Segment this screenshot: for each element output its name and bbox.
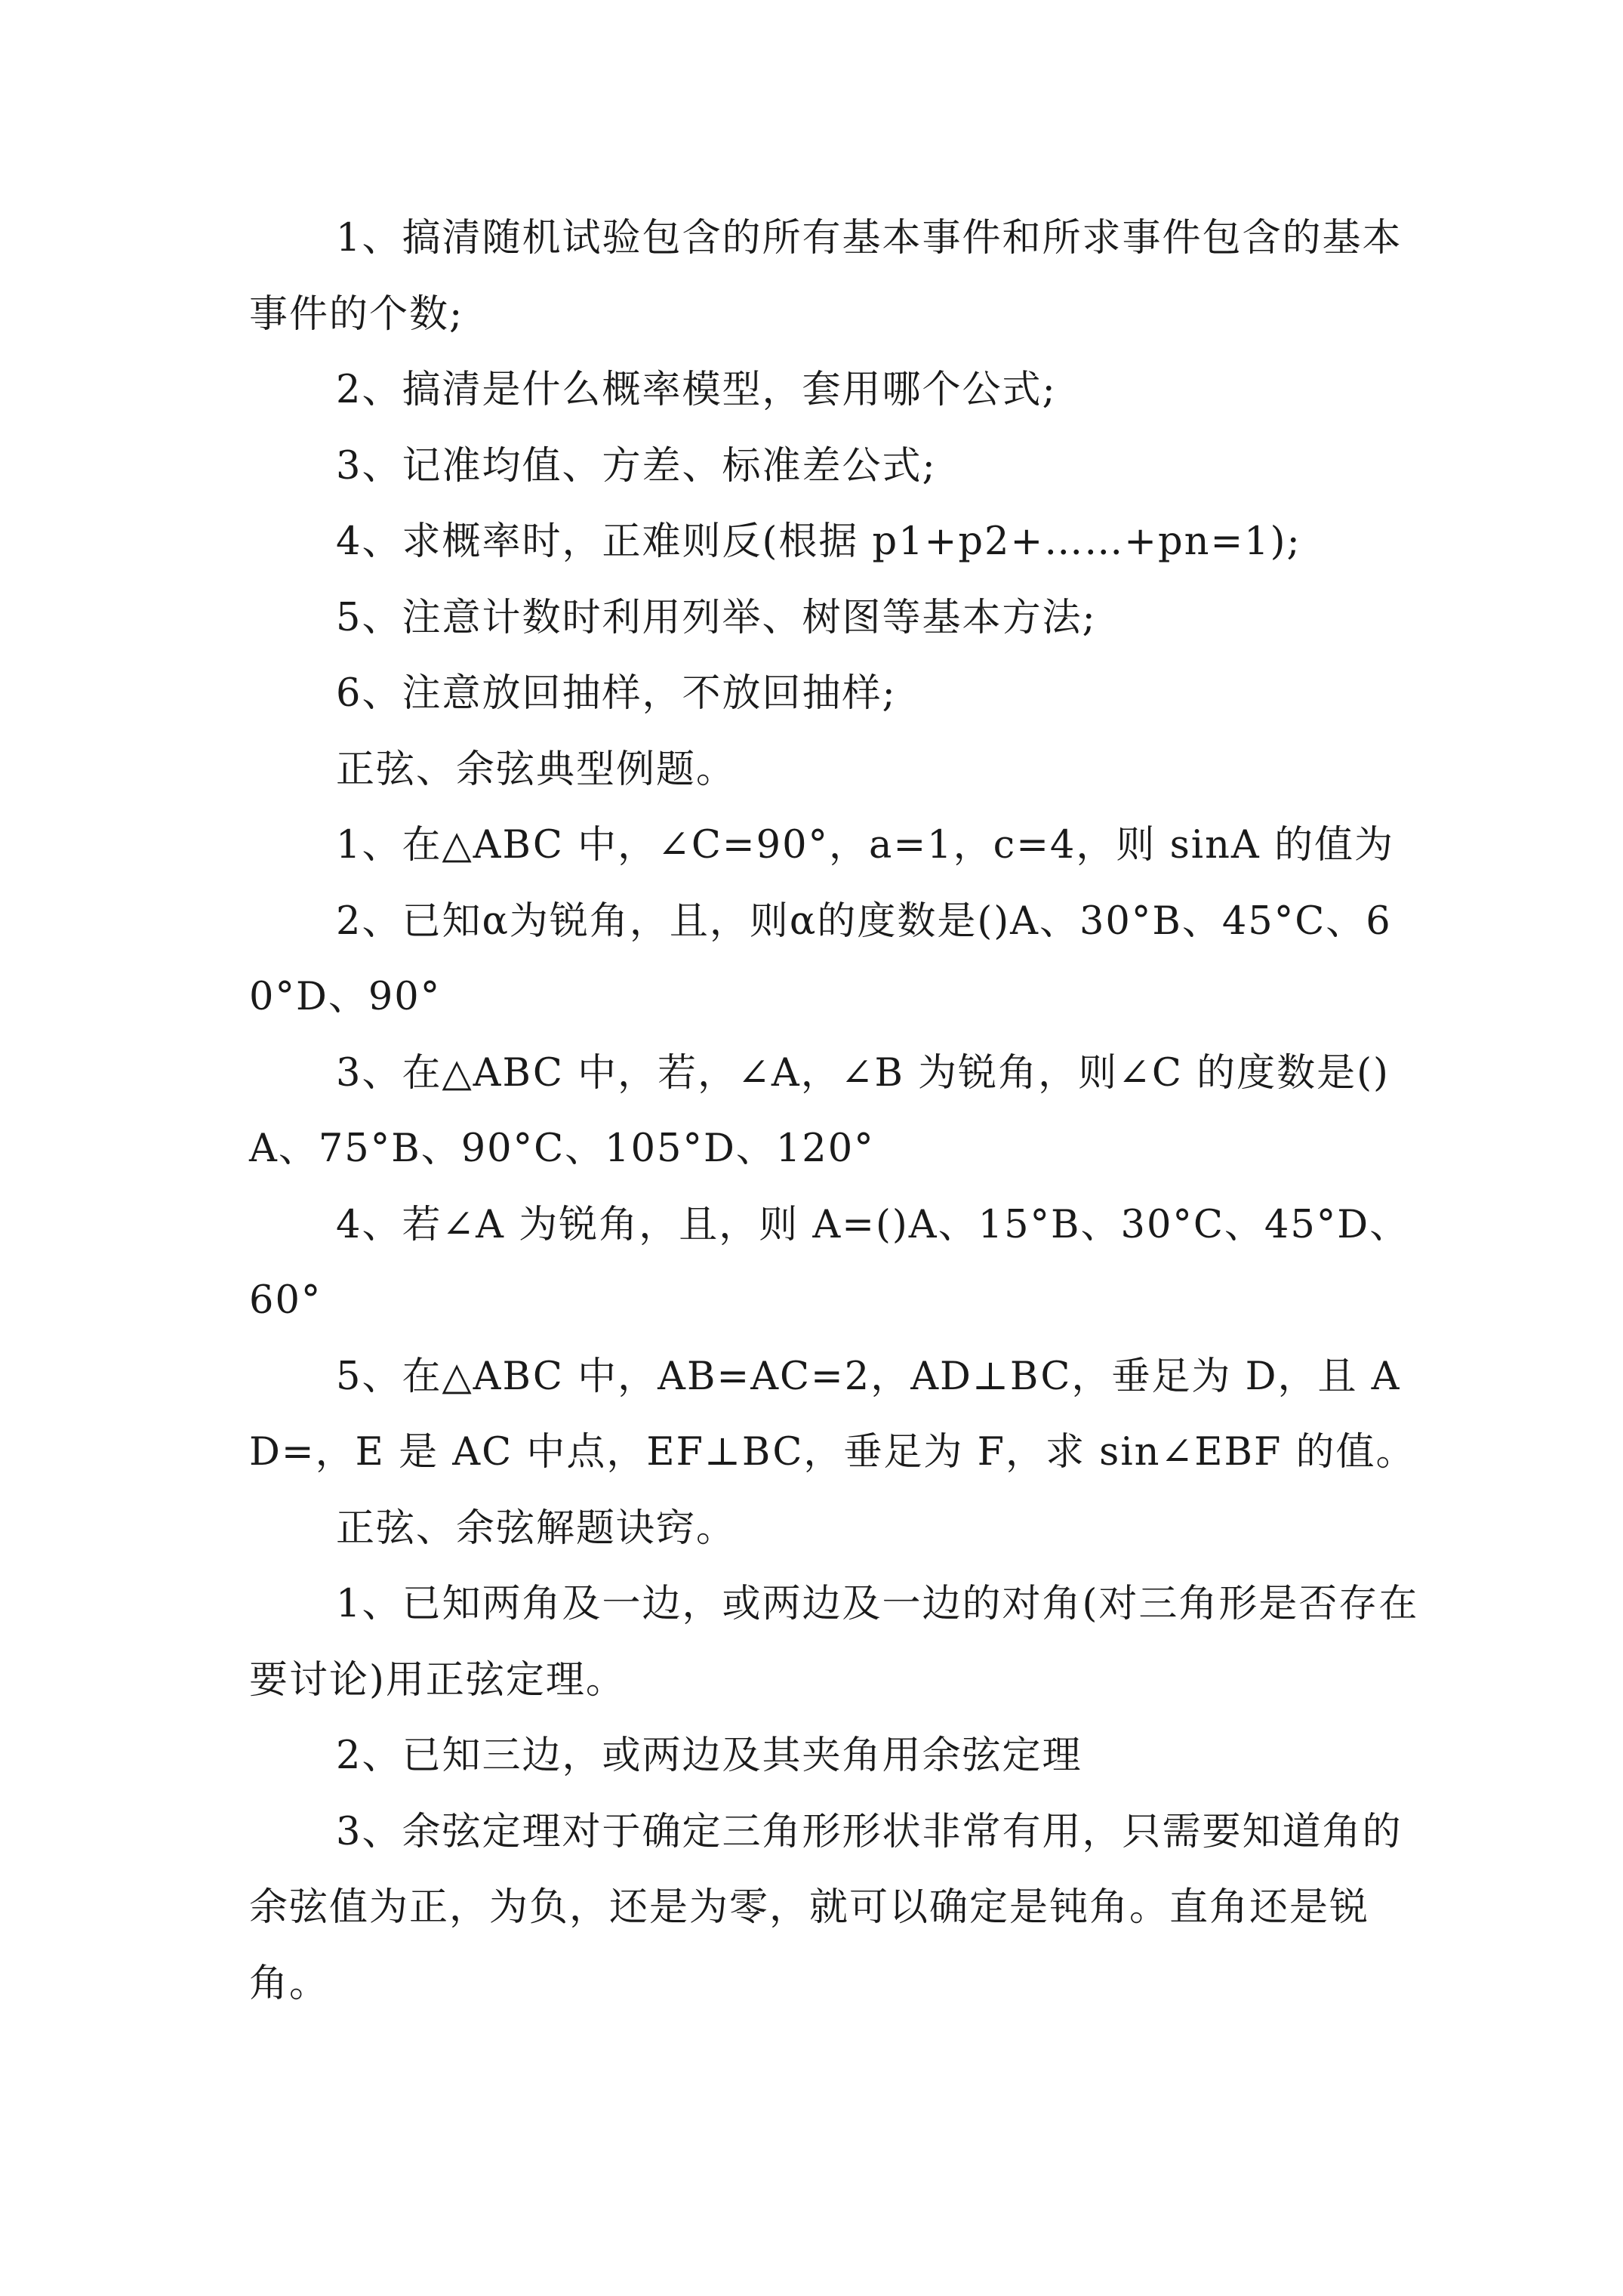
section-heading-tips: 正弦、余弦解题诀窍。 [336, 1505, 737, 1551]
example-question-1: 1、在△ABC 中，∠C=90°，a=1，c=4，则 sinA 的值为 [336, 823, 1394, 868]
paragraph-tip-5: 5、注意计数时利用列举、树图等基本方法; [336, 595, 1097, 640]
paragraph-tip-1: 1、搞清随机试验包含的所有基本事件和所求事件包含的基本事件的个数; [249, 216, 1403, 337]
paragraph-tip-4: 4、求概率时，正难则反(根据 p1+p2+……+pn=1); [336, 519, 1301, 564]
solving-tip-3: 3、余弦定理对于确定三角形形状非常有用，只需要知道角的余弦值为正，为负，还是为零，就可以确定是钝角。直角还是锐角。 [249, 1809, 1403, 2006]
example-question-3: 3、在△ABC 中，若，∠A，∠B 为锐角，则∠C 的度数是()A、75°B、90°C、105°D、120° [249, 1050, 1390, 1171]
paragraph-tip-2: 2、搞清是什么概率模型，套用哪个公式; [336, 368, 1057, 412]
paragraph-tip-3: 3、记准均值、方差、标准差公式; [336, 443, 937, 488]
example-question-4: 4、若∠A 为锐角，且，则 A=()A、15°B、30°C、45°D、60° [249, 1202, 1410, 1323]
example-question-2: 2、已知α为锐角，且，则α的度数是()A、30°B、45°C、60°D、90° [249, 898, 1392, 1019]
section-heading-examples: 正弦、余弦典型例题。 [336, 747, 737, 792]
paragraph-tip-6: 6、注意放回抽样，不放回抽样; [336, 671, 897, 716]
document-body [249, 201, 1427, 2022]
example-question-5: 5、在△ABC 中，AB=AC=2，AD⊥BC，垂足为 D，且 AD=，E 是 AC 中点，EF⊥BC，垂足为 F，求 sin∠EBF 的值。 [249, 1354, 1416, 1475]
solving-tip-1: 1、已知两角及一边，或两边及一边的对角(对三角形是否存在要讨论)用正弦定理。 [249, 1582, 1419, 1703]
solving-tip-2: 2、已知三边，或两边及其夹角用余弦定理 [336, 1734, 1083, 1778]
